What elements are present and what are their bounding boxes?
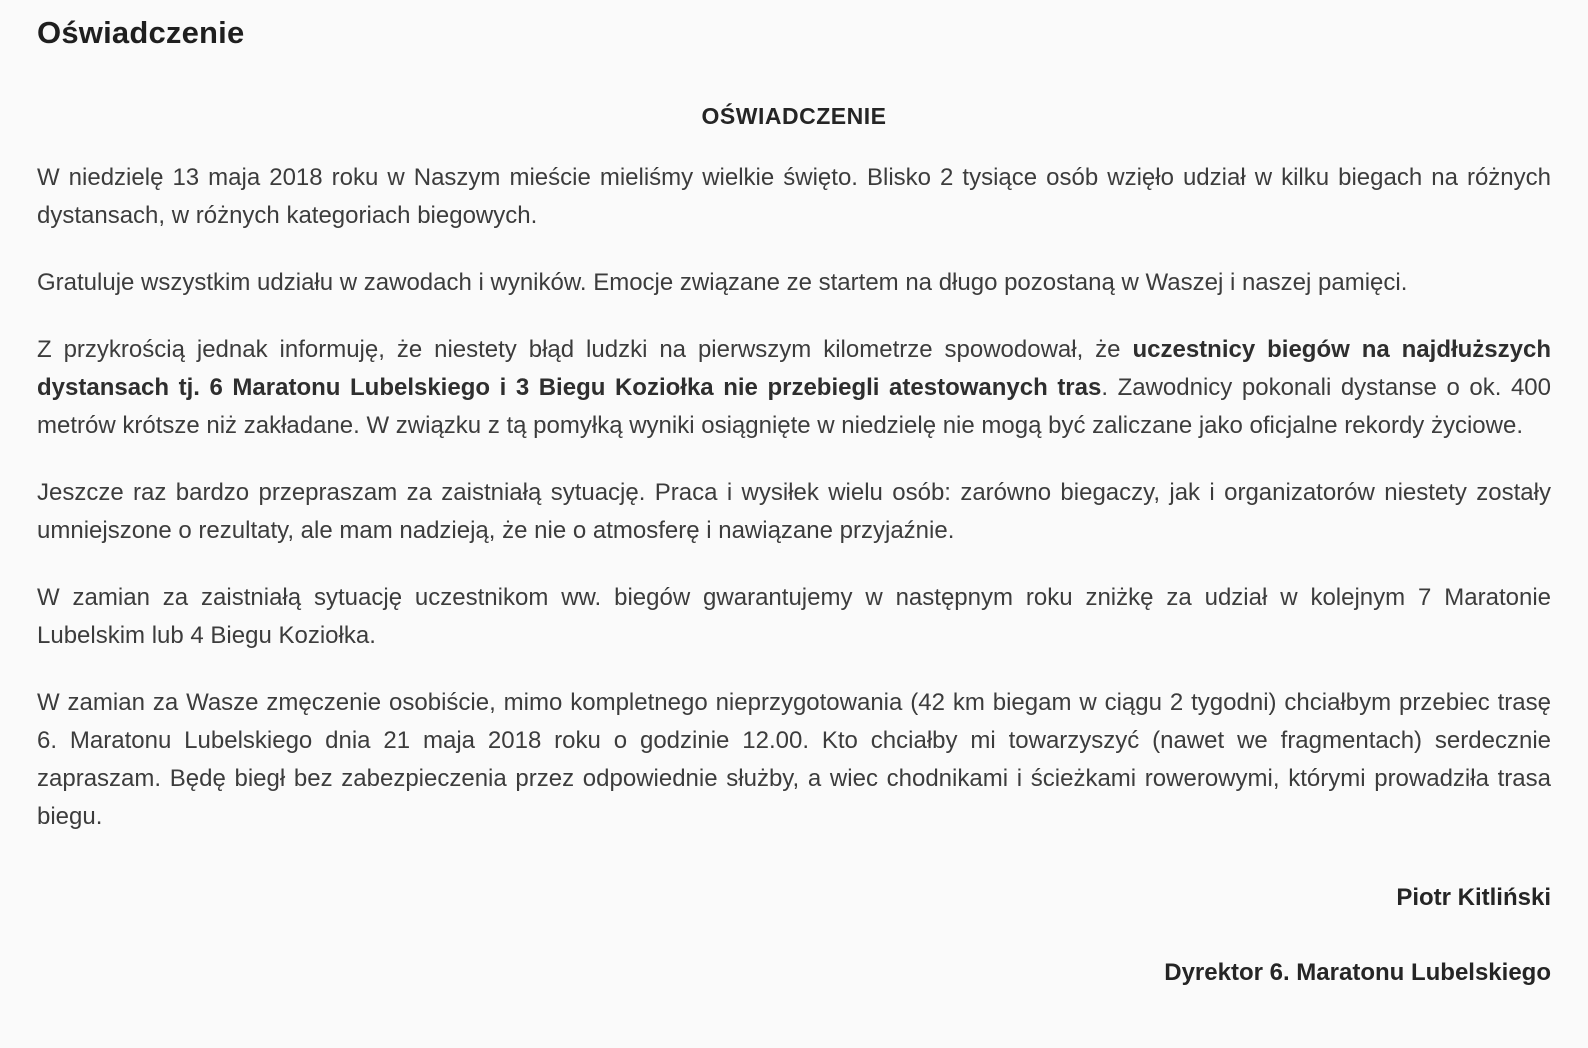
paragraph-apology-error-start: Z przykrością jednak informuję, że niestety błąd ludzki na pierwszym kilometrze spowodował, że — [37, 335, 1133, 363]
document-heading: OŚWIADCZENIE — [701, 103, 887, 130]
paragraph-apology-error-end: . Zawodnicy pokonali dystanse o ok. 400 metrów krótsze niż zakładane. W związku z tą pomyłką wyniki osiągnięte w niedzielę nie mogą być zaliczane jako oficjalne rekordy życiowe. — [37, 373, 1551, 439]
paragraph-apology-error-bold: uczestnicy biegów na najdłuższych dystansach tj. 6 Maratonu Lubelskiego i 3 Biegu Koziołka nie przebiegli atestowanych tras — [37, 335, 1552, 401]
paragraph-discount-offer: W zamian za zaistniałą sytuację uczestnikom ww. biegów gwarantujemy w następnym roku zniżkę za udział w kolejnym 7 Maratonie Lubelskim lub 4 Biegu Koziołka. — [37, 583, 1551, 649]
page-title: Oświadczenie — [37, 15, 245, 50]
paragraph-congratulations: Gratuluje wszystkim udziału w zawodach i wyników. Emocje związane ze startem na długo pozostaną w Waszej i naszej pamięci. — [37, 268, 1408, 296]
statement-body — [37, 103, 1551, 988]
signature-role: Dyrektor 6. Maratonu Lubelskiego — [1164, 958, 1551, 986]
paragraph-event-summary: W niedzielę 13 maja 2018 roku w Naszym mieście mieliśmy wielkie święto. Blisko 2 tysiące osób wzięło udział w kilku biegach na różnych dystansach, w różnych kategoriach biegowych. — [37, 163, 1551, 229]
paragraph-apology-error — [37, 331, 1551, 445]
paragraph-second-apology: Jeszcze raz bardzo przepraszam za zaistniałą sytuację. Praca i wysiłek wielu osób: zarówno biegaczy, jak i organizatorów niestety zostały umniejszone o rezultaty, ale mam nadzieją, że nie o atmosferę i nawiązane przyjaźnie. — [37, 478, 1551, 544]
paragraph-personal-run: W zamian za Wasze zmęczenie osobiście, mimo kompletnego nieprzygotowania (42 km biegam w ciągu 2 tygodni) chciałbym przebiec trasę 6. Maratonu Lubelskiego dnia 21 maja 2018 roku o godzinie 12.00. Kto chciałby mi towarzyszyć (nawet we fragmentach) serdecznie zapraszam. Będę biegł bez zabezpieczenia przez odpowiednie służby, a wiec chodnikami i ścieżkami rowerowymi, którymi prowadziła trasa biegu. — [37, 688, 1551, 830]
signature-name: Piotr Kitliński — [1396, 883, 1551, 911]
